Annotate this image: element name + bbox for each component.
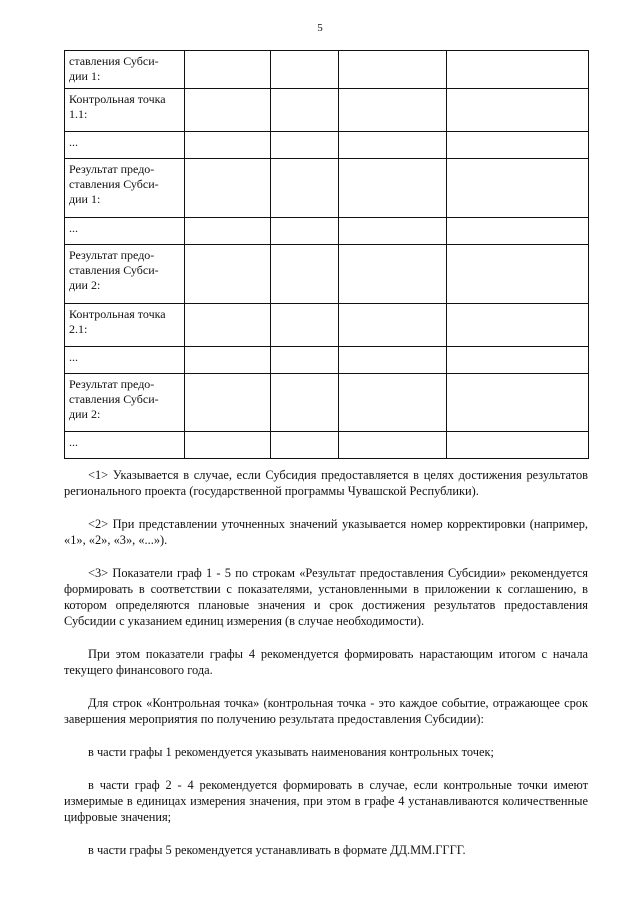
row-label-cell xyxy=(65,374,185,432)
value-cell xyxy=(271,159,339,218)
row-label: ... xyxy=(69,135,78,149)
row-label: ... xyxy=(69,350,78,364)
value-cell xyxy=(339,159,447,218)
row-label-cell xyxy=(65,218,185,245)
value-cell xyxy=(185,245,271,304)
value-cell xyxy=(185,218,271,245)
table-row xyxy=(65,432,589,459)
page-number: 5 xyxy=(317,22,323,34)
row-label-cell xyxy=(65,347,185,374)
row-label-cell xyxy=(65,51,185,89)
table-row xyxy=(65,374,589,432)
results-table xyxy=(64,50,589,459)
value-cell xyxy=(185,432,271,459)
value-cell xyxy=(447,51,589,89)
value-cell xyxy=(339,89,447,132)
row-label-cell xyxy=(65,132,185,159)
footnote-1: <1> Указывается в случае, если Субсидия предоставляется в целях достижения результатов регионального проекта (государственной программы Чувашской Республики). xyxy=(64,468,588,498)
table-row xyxy=(65,347,589,374)
value-cell xyxy=(271,89,339,132)
row-label: Контрольная точка 2.1: xyxy=(69,307,166,336)
value-cell xyxy=(447,347,589,374)
value-cell xyxy=(185,89,271,132)
value-cell xyxy=(271,132,339,159)
table-row xyxy=(65,51,589,89)
note-paragraph: в части графы 1 рекомендуется указывать наименования контрольных точек; xyxy=(88,745,494,759)
value-cell xyxy=(447,374,589,432)
table-row xyxy=(65,218,589,245)
value-cell xyxy=(339,432,447,459)
row-label: ставления Субси- дии 1: xyxy=(69,54,159,83)
value-cell xyxy=(271,51,339,89)
row-label: ... xyxy=(69,435,78,449)
row-label: Результат предо- ставления Субси- дии 1: xyxy=(69,162,159,206)
row-label: Результат предо- ставления Субси- дии 2: xyxy=(69,248,159,292)
value-cell xyxy=(447,132,589,159)
value-cell xyxy=(271,245,339,304)
table-row xyxy=(65,159,589,218)
value-cell xyxy=(339,218,447,245)
table-row xyxy=(65,89,589,132)
value-cell xyxy=(447,304,589,347)
table-row xyxy=(65,132,589,159)
row-label: Контрольная точка 1.1: xyxy=(69,92,166,121)
value-cell xyxy=(447,245,589,304)
value-cell xyxy=(185,51,271,89)
note-paragraph: При этом показатели графы 4 рекомендуется формировать нарастающим итогом с начала текущего финансового года. xyxy=(64,647,588,677)
value-cell xyxy=(271,218,339,245)
value-cell xyxy=(339,132,447,159)
value-cell xyxy=(271,347,339,374)
value-cell xyxy=(271,432,339,459)
footnote-2: <2> При представлении уточненных значений указывается номер корректировки (например, «1», «2», «3», «...»). xyxy=(64,517,588,547)
row-label: Результат предо- ставления Субси- дии 2: xyxy=(69,377,159,421)
value-cell xyxy=(447,218,589,245)
table-row xyxy=(65,304,589,347)
value-cell xyxy=(339,374,447,432)
row-label-cell xyxy=(65,304,185,347)
value-cell xyxy=(339,347,447,374)
row-label: ... xyxy=(69,221,78,235)
value-cell xyxy=(339,51,447,89)
value-cell xyxy=(271,304,339,347)
note-paragraph: Для строк «Контрольная точка» (контрольная точка - это каждое событие, отражающее срок завершения мероприятия по получению результата предоставления Субсидии): xyxy=(64,696,588,726)
value-cell xyxy=(185,374,271,432)
value-cell xyxy=(185,304,271,347)
table-row xyxy=(65,245,589,304)
value-cell xyxy=(447,159,589,218)
row-label-cell xyxy=(65,89,185,132)
value-cell xyxy=(185,159,271,218)
value-cell xyxy=(447,89,589,132)
note-paragraph: в части граф 2 - 4 рекомендуется формировать в случае, если контрольные точки имеют измеримые в единицах измерения значения, при этом в графе 4 устанавливаются количественные цифровые значения; xyxy=(64,778,588,824)
footnote-3: <3> Показатели граф 1 - 5 по строкам «Результат предоставления Субсидии» рекомендуется формировать в соответствии с показателями, установленными в приложении к соглашению, в котором определяются плановые значения и срок достижения результатов предоставления Субсидии с указанием единиц измерения (в случае необходимости). xyxy=(64,566,588,628)
value-cell xyxy=(185,347,271,374)
value-cell xyxy=(339,245,447,304)
note-paragraph: в части графы 5 рекомендуется устанавливать в формате ДД.ММ.ГГГГ. xyxy=(88,843,466,857)
value-cell xyxy=(271,374,339,432)
row-label-cell xyxy=(65,245,185,304)
value-cell xyxy=(339,304,447,347)
footnotes xyxy=(64,467,588,875)
row-label-cell xyxy=(65,159,185,218)
value-cell xyxy=(185,132,271,159)
row-label-cell xyxy=(65,432,185,459)
value-cell xyxy=(447,432,589,459)
